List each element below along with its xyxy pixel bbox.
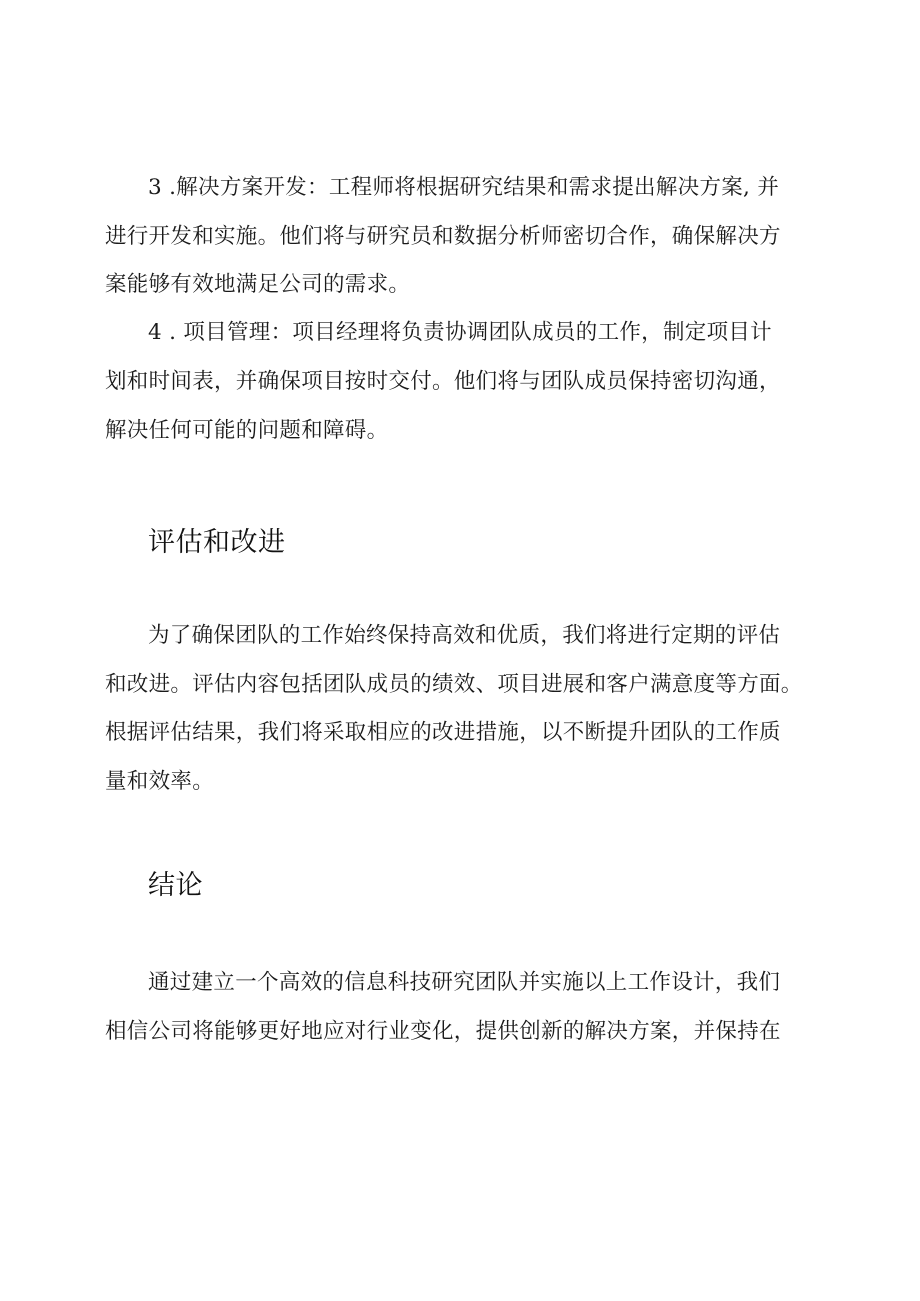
section-heading-evaluation: 评估和改进: [148, 527, 286, 558]
evaluation-paragraph-line-1: 为了确保团队的工作始终保持高效和优质，我们将进行定期的评估: [148, 623, 781, 648]
list-item-4-line-2: 划和时间表，并确保项目按时交付。他们将与团队成员保持密切沟通，: [105, 369, 781, 394]
list-item-3-line-3: 案能够有效地满足公司的需求。: [105, 272, 411, 297]
evaluation-paragraph-line-2: 和改进。评估内容包括团队成员的绩效、项目进展和客户满意度等方面。: [105, 672, 803, 697]
list-item-4-line-3: 解决任何可能的问题和障碍。: [105, 418, 389, 443]
section-heading-conclusion: 结论: [148, 870, 203, 901]
list-item-4-line-1: 4 . 项目管理：项目经理将负责协调团队成员的工作，制定项目计: [148, 320, 772, 345]
conclusion-paragraph-line-2: 相信公司将能够更好地应对行业变化，提供创新的解决方案，并保持在: [105, 1019, 781, 1044]
list-item-3-line-1: 3 .解决方案开发：工程师将根据研究结果和需求提出解决方案, 并: [148, 175, 780, 200]
conclusion-paragraph-line-1: 通过建立一个高效的信息科技研究团队并实施以上工作设计，我们: [148, 970, 781, 995]
evaluation-paragraph-line-4: 量和效率。: [105, 769, 215, 794]
list-item-3-line-2: 进行开发和实施。他们将与研究员和数据分析师密切合作，确保解决方: [105, 224, 781, 249]
evaluation-paragraph-line-3: 根据评估结果，我们将采取相应的改进措施，以不断提升团队的工作质: [105, 720, 781, 745]
